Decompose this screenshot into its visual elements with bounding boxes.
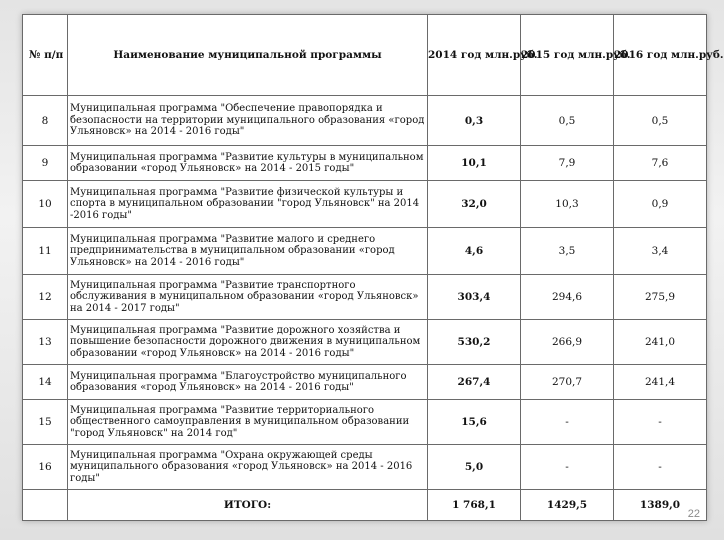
value-2016: - [614,445,707,490]
value-2015: 294,6 [521,275,614,320]
program-name: Муниципальная программа "Охрана окружающей среды муниципального образования «город Ульяновск» на 2014 - 2016 годы" [68,445,428,490]
row-number: 15 [23,400,68,445]
value-2014: 15,6 [428,400,521,445]
header-number: № п/п [23,15,68,96]
value-2014: 5,0 [428,445,521,490]
row-number: 12 [23,275,68,320]
page-number: 22 [687,508,700,520]
total-2015: 1429,5 [521,490,614,521]
value-2015: - [521,445,614,490]
programs-table [22,14,724,521]
header-program-name: Наименование муниципальной программы [68,15,428,96]
header-2016: 2016 год млн.руб. [614,15,707,96]
total-2014: 1 768,1 [428,490,521,521]
value-2015: 7,9 [521,146,614,181]
row-number: 14 [23,365,68,400]
table-row [23,228,707,275]
value-2016: - [614,400,707,445]
table-row [23,275,707,320]
total-row [23,490,707,521]
value-2014: 267,4 [428,365,521,400]
value-2016: 7,6 [614,146,707,181]
row-number: 16 [23,445,68,490]
row-number: 9 [23,146,68,181]
program-name: Муниципальная программа "Развитие транспортного обслуживания в муниципальном образовании «город Ульяновск» на 2014 - 2017 годы" [68,275,428,320]
header-2014: 2014 год млн.руб. [428,15,521,96]
value-2016: 0,5 [614,96,707,146]
value-2015: 266,9 [521,320,614,365]
table-row [23,96,707,146]
value-2014: 10,1 [428,146,521,181]
table-row [23,320,707,365]
value-2015: 0,5 [521,96,614,146]
value-2015: 10,3 [521,181,614,228]
value-2016: 241,0 [614,320,707,365]
program-name: Муниципальная программа "Обеспечение правопорядка и безопасности на территории муниципального образования «город Ульяновск» на 2014 - 2016 годы" [68,96,428,146]
program-name: Муниципальная программа "Благоустройство муниципального образования «город Ульяновск» на 2014 - 2016 годы" [68,365,428,400]
value-2015: 270,7 [521,365,614,400]
value-2015: - [521,400,614,445]
program-name: Муниципальная программа "Развитие культуры в муниципальном образовании «город Ульяновск» на 2014 - 2015 годы" [68,146,428,181]
value-2014: 530,2 [428,320,521,365]
program-name: Муниципальная программа "Развитие малого и среднего предпринимательства в муниципальном образовании «город Ульяновск» на 2014 - 2016 годы" [68,228,428,275]
program-name: Муниципальная программа "Развитие физической культуры и спорта в муниципальном образовании "город Ульяновск" на 2014 -2016 годы" [68,181,428,228]
program-name: Муниципальная программа "Развитие дорожного хозяйства и повышение безопасности дорожного движения в муниципальном образовании «город Ульяновск» на 2014 - 2016 годы" [68,320,428,365]
value-2014: 303,4 [428,275,521,320]
table-row [23,445,707,490]
total-number-cell [23,490,68,521]
table-row [23,365,707,400]
value-2015: 3,5 [521,228,614,275]
table-header-row [23,15,707,96]
row-number: 8 [23,96,68,146]
total-label: ИТОГО: [68,490,428,521]
row-number: 10 [23,181,68,228]
total-2016: 1389,0 [614,490,707,521]
table-row [23,181,707,228]
value-2016: 241,4 [614,365,707,400]
header-2015: 2015 год млн.руб. [521,15,614,96]
program-name: Муниципальная программа "Развитие территориального общественного самоуправления в муниципальном образовании "город Ульяновск" на 2014 год" [68,400,428,445]
value-2014: 0,3 [428,96,521,146]
row-number: 11 [23,228,68,275]
table-row [23,146,707,181]
table-row [23,400,707,445]
value-2016: 0,9 [614,181,707,228]
value-2014: 4,6 [428,228,521,275]
value-2016: 3,4 [614,228,707,275]
row-number: 13 [23,320,68,365]
value-2016: 275,9 [614,275,707,320]
value-2014: 32,0 [428,181,521,228]
